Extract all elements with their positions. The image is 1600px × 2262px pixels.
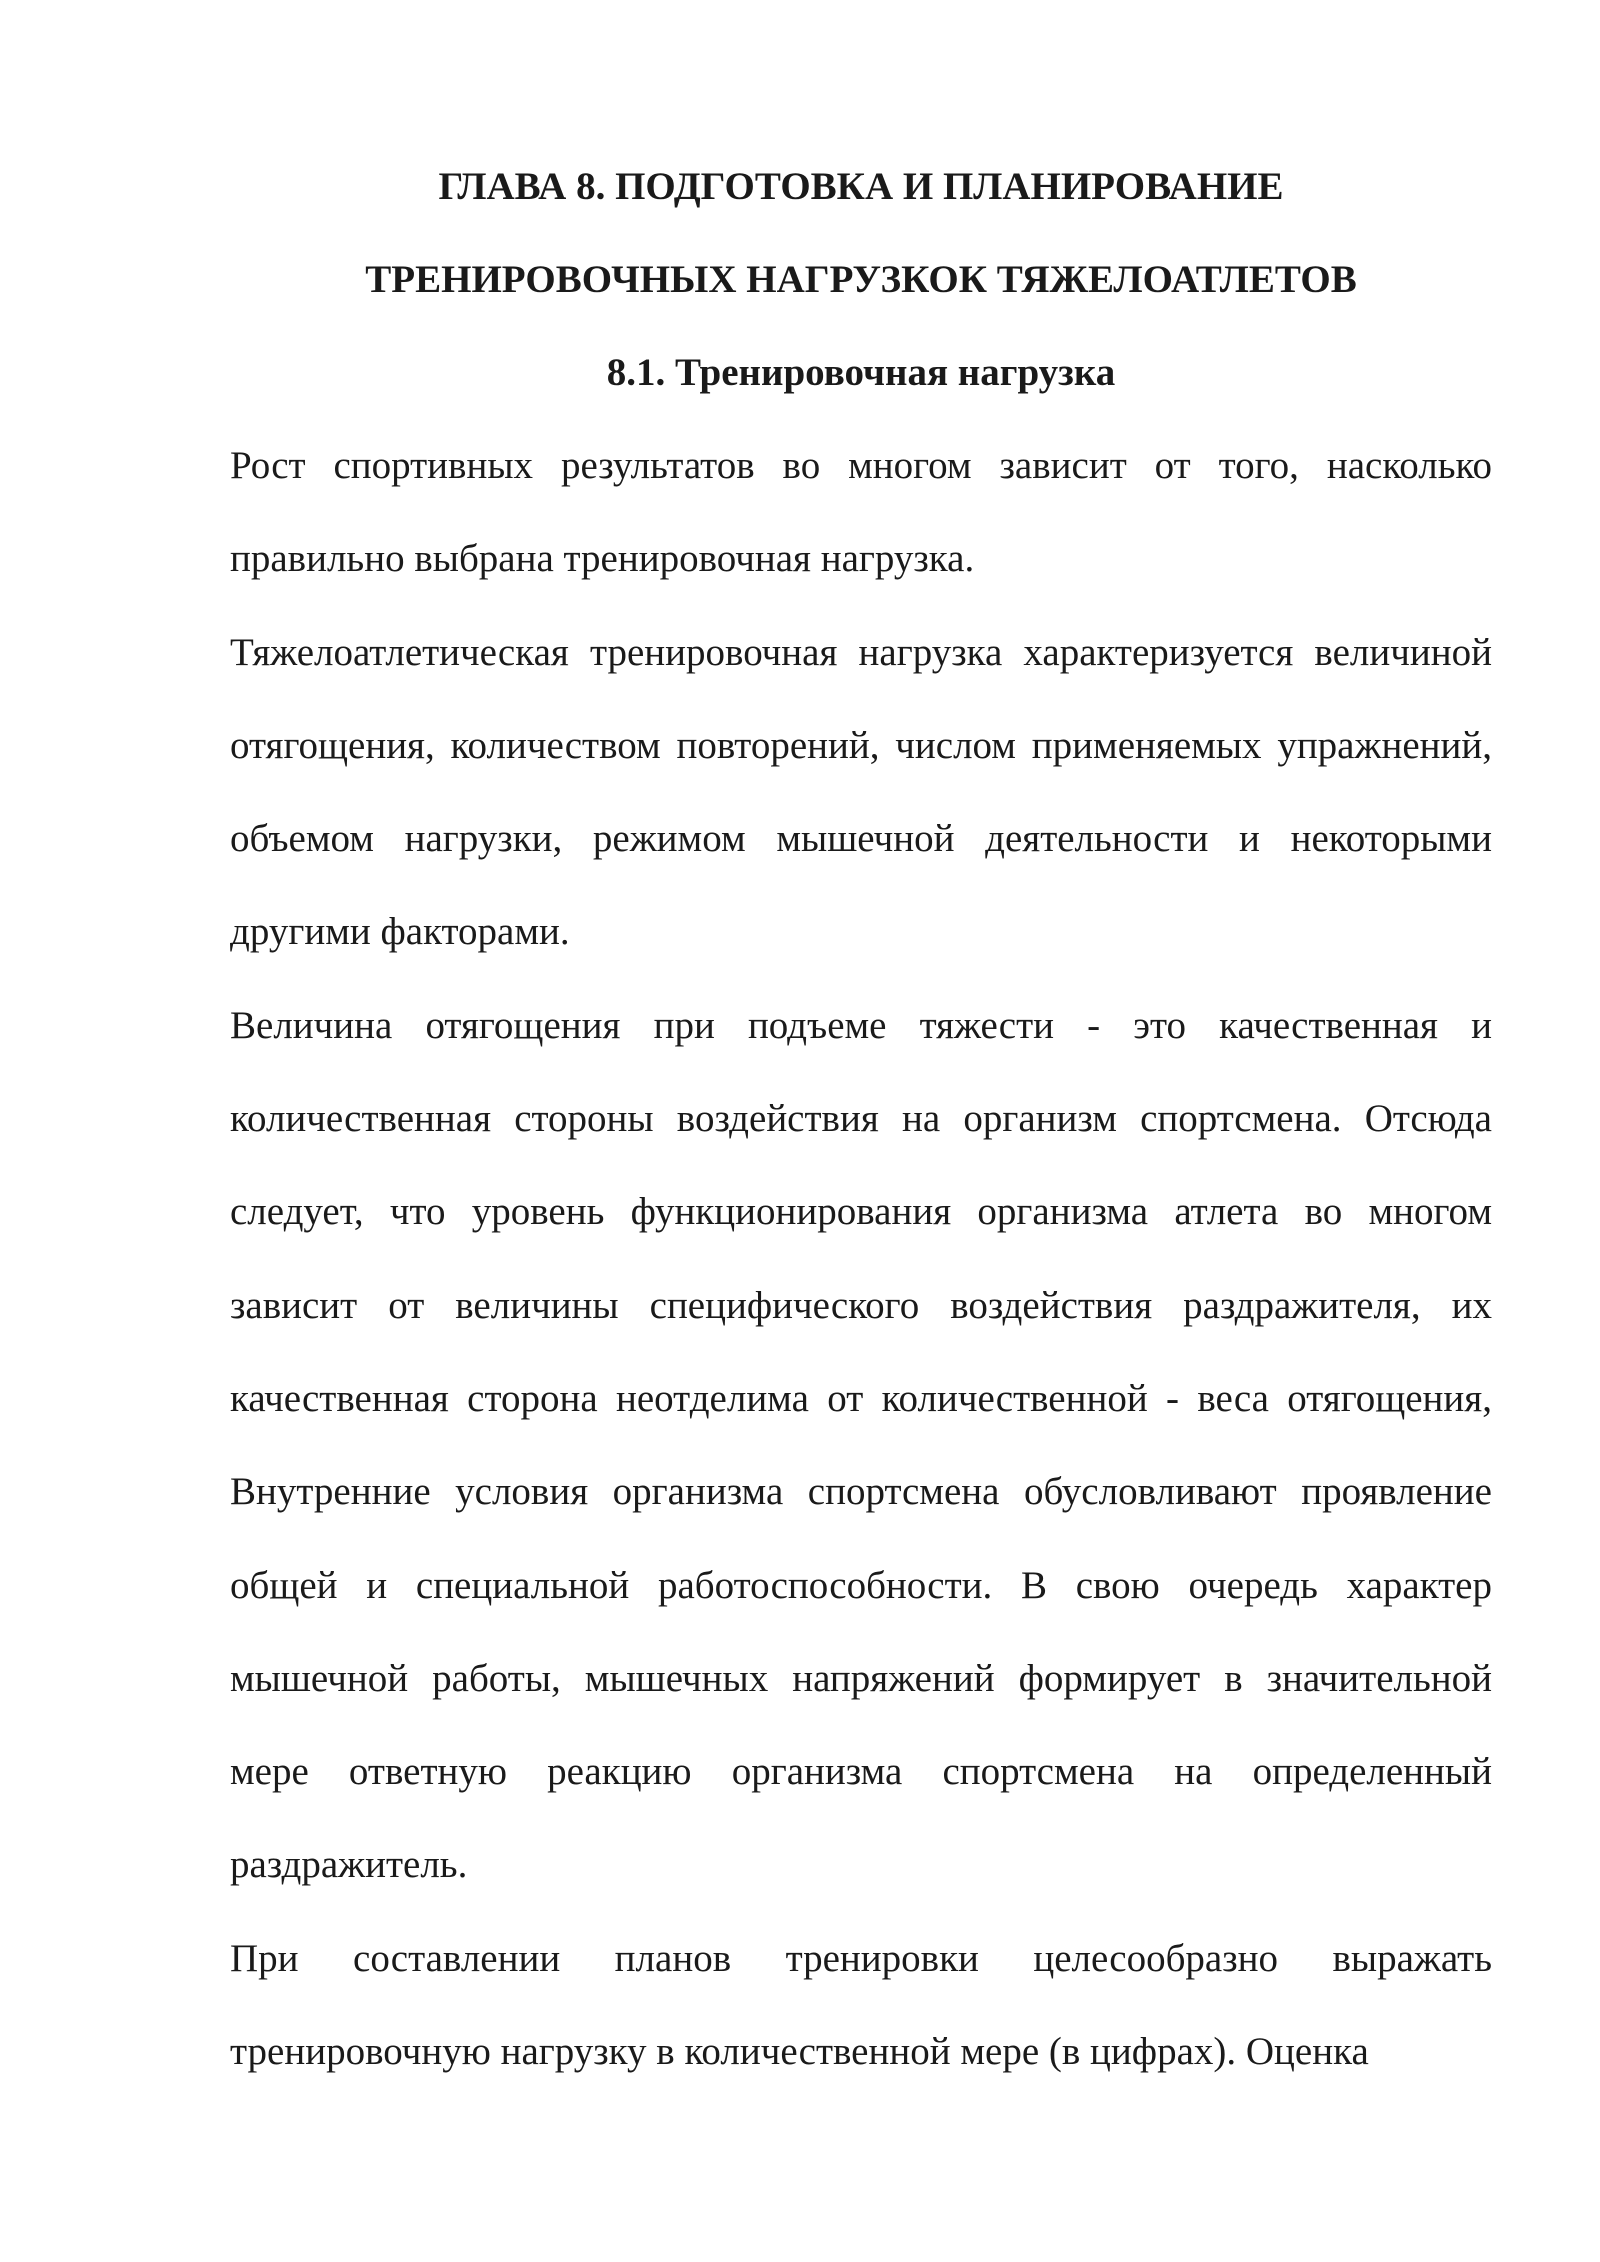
paragraph: Тяжелоатлетическая тренировочная нагрузка характеризуется величиной отягощения, количеством повторений, числом применяемых упражнений, объемом нагрузки, режимом мышечной деятельности и некоторыми другими факторами. [230, 630, 1492, 954]
paragraph: При составлении планов тренировки целесообразно выражать тренировочную нагрузку в количественной мере (в цифрах). Оценка [230, 1936, 1492, 2074]
paragraph: Рост спортивных результатов во многом зависит от того, насколько правильно выбрана тренировочная нагрузка. [230, 444, 1492, 581]
page-content [230, 140, 1492, 2098]
chapter-title [230, 140, 1492, 326]
paragraph: Величина отягощения при подъеме тяжести - это качественная и количественная стороны воздействия на организм спортсмена. Отсюда следует, что уровень функционирования организма атлета во многом зависит от величины специфического воздействия раздражителя, их качественная сторона неотделима от количественной - веса отягощения, Внутренние условия организма спортсмена обусловливают проявление общей и специальной работоспособности. В свою очередь характер мышечной работы, мышечных напряжений формирует в значительной мере ответную реакцию организма спортсмена на определенный раздражитель. [230, 1003, 1492, 1887]
chapter-title-line-2: ТРЕНИРОВОЧНЫХ НАГРУЗКОК ТЯЖЕЛОАТЛЕТОВ [365, 258, 1357, 301]
chapter-title-line-1: ГЛАВА 8. ПОДГОТОВКА И ПЛАНИРОВАНИЕ [438, 165, 1284, 208]
section-title: 8.1. Тренировочная нагрузка [606, 351, 1116, 394]
